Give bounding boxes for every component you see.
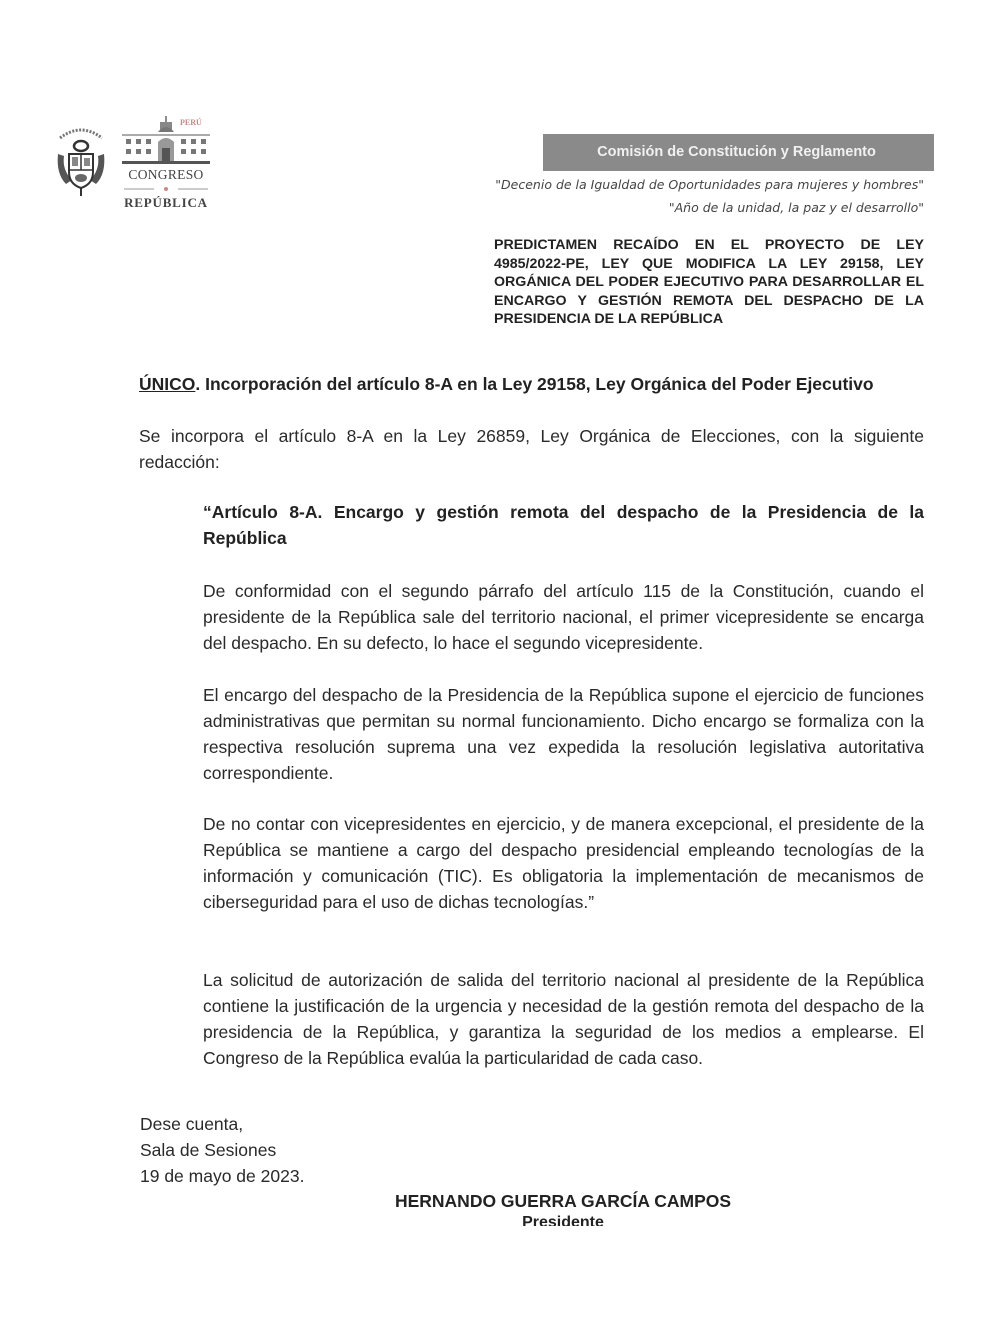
article-intro: Se incorpora el artículo 8-A en la Ley 26859, Ley Orgánica de Elecciones, con la siguiente redacción:: [139, 426, 924, 472]
peru-coat-of-arms-logo: [52, 124, 110, 198]
article-heading: [139, 371, 924, 397]
quoted-article-title: “Artículo 8-A. Encargo y gestión remota del despacho de la Presidencia de la República: [203, 502, 924, 548]
article-paragraph: La solicitud de autorización de salida del territorio nacional al presidente de la República contiene la justificación de la urgencia y necesidad de la gestión remota del despacho de la presidencia de la República, y garantiza la seguridad de los medios a emplearse. El Congreso de la República evalúa la particularidad de cada caso.: [203, 970, 924, 1068]
congreso-republica-logo: [120, 116, 212, 208]
article-heading-text: . Incorporación del artículo 8-A en la Ley 29158, Ley Orgánica del Poder Ejecutivo: [195, 374, 874, 394]
commission-banner: Comisión de Constitución y Reglamento: [543, 134, 934, 171]
decade-motto: "Decenio de la Igualdad de Oportunidades para mujeres y hombres": [495, 177, 924, 192]
article-paragraph: De conformidad con el segundo párrafo del artículo 115 de la Constitución, cuando el presidente de la República sale del territorio nacional, el primer vicepresidente se encarga del despacho. En su defecto, lo hace el segundo vicepresidente.: [203, 581, 924, 653]
closing-block: [140, 1111, 304, 1189]
republica-word: REPÚBLICA: [124, 195, 208, 210]
peru-tag: PERÚ: [180, 118, 202, 127]
article-label: ÚNICO: [139, 374, 196, 394]
closing-line: Dese cuenta,: [140, 1114, 244, 1134]
signer-role: Presidente: [522, 1214, 604, 1226]
document-date: 19 de mayo de 2023.: [140, 1166, 305, 1186]
predictamen-title: PREDICTAMEN RECAÍDO EN EL PROYECTO DE LEY 4985/2022-PE, LEY QUE MODIFICA LA LEY 29158, LEY ORGÁNICA DEL PODER EJECUTIVO PARA DESARROLLAR EL ENCARGO Y GESTIÓN REMOTA DEL DESPACHO DE LA PRESIDENCIA DE LA REPÚBLICA: [494, 237, 924, 328]
signer-name: HERNANDO GUERRA GARCÍA CAMPOS: [394, 1191, 732, 1211]
year-motto: "Año de la unidad, la paz y el desarrollo": [668, 200, 924, 215]
article-paragraph: De no contar con vicepresidentes en ejercicio, y de manera excepcional, el presidente de la República se mantiene a cargo del despacho presidencial empleando tecnologías de la información y comunicación (TIC). Es obligatoria la implementación de mecanismos de ciberseguridad para el uso de dichas tecnologías.”: [203, 814, 924, 912]
session-room: Sala de Sesiones: [140, 1140, 277, 1160]
article-paragraph: El encargo del despacho de la Presidencia de la República supone el ejercicio de funciones administrativas que permitan su normal funcionamiento. Dicho encargo se formaliza con la respectiva resolución suprema una vez expedida la resolución legislativa autoritativa correspondiente.: [203, 685, 924, 783]
congreso-word: CONGRESO: [128, 167, 204, 182]
